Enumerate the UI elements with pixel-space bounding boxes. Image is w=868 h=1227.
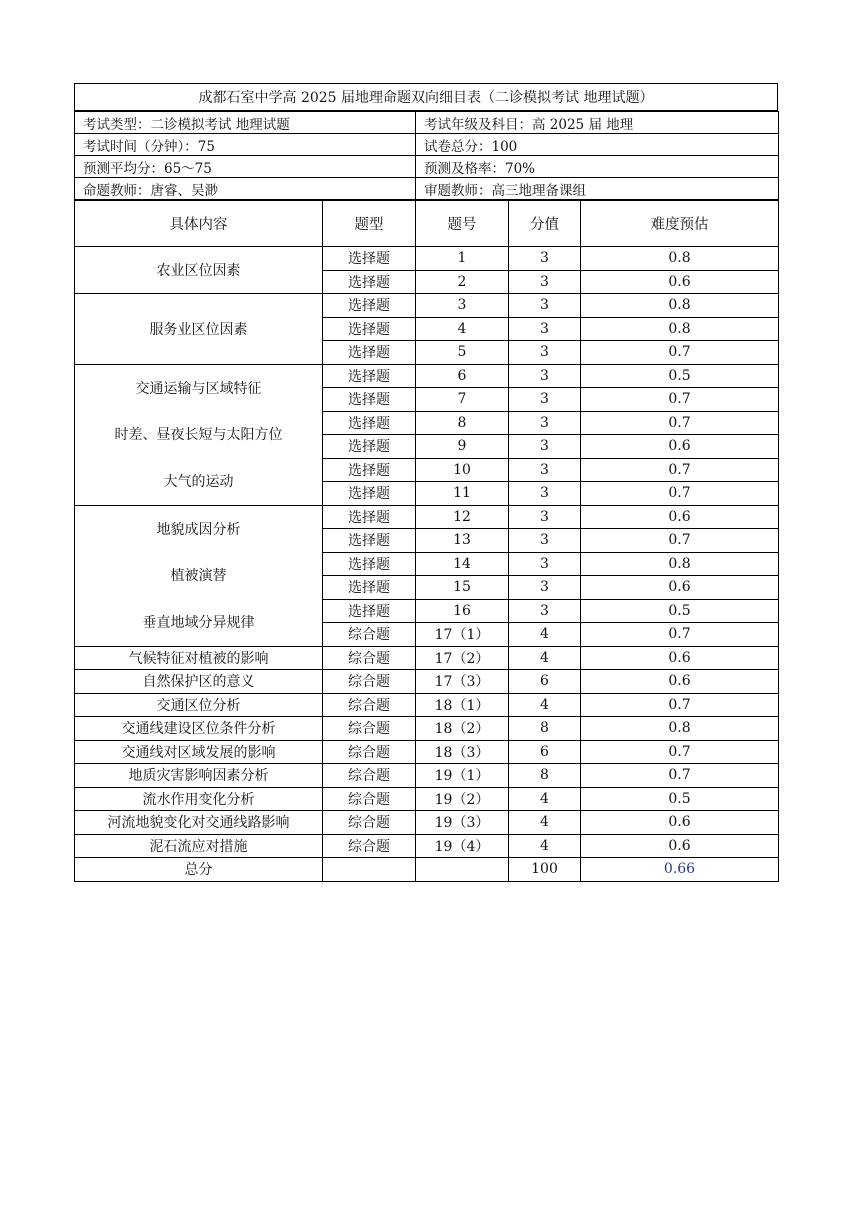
- topic-label: 交通运输与区域特征: [135, 381, 262, 398]
- question-score: 3: [509, 411, 581, 435]
- question-type: 综合题: [323, 764, 416, 788]
- difficulty-estimate: 0.6: [581, 270, 779, 294]
- difficulty-estimate: 0.7: [581, 764, 779, 788]
- question-number: 17（2）: [416, 646, 509, 670]
- difficulty-estimate: 0.8: [581, 317, 779, 341]
- difficulty-estimate: 0.6: [581, 646, 779, 670]
- table-row: [75, 294, 779, 318]
- question-score: 3: [509, 270, 581, 294]
- total-score: 试卷总分：100: [416, 134, 779, 156]
- question-number: 10: [416, 458, 509, 482]
- question-type: 选择题: [323, 411, 416, 435]
- info-row: [75, 178, 779, 200]
- question-number: 19（1）: [416, 764, 509, 788]
- question-type: 选择题: [323, 270, 416, 294]
- question-score: 6: [509, 740, 581, 764]
- question-score: 3: [509, 482, 581, 506]
- predicted-pass-rate: 预测及格率：70%: [416, 156, 779, 178]
- question-score: 4: [509, 811, 581, 835]
- topic-cell: 自然保护区的意义: [75, 670, 323, 694]
- difficulty-estimate: 0.5: [581, 787, 779, 811]
- exam-info-table: [74, 111, 779, 200]
- info-row: [75, 156, 779, 178]
- question-number: 19（2）: [416, 787, 509, 811]
- difficulty-estimate: 0.6: [581, 811, 779, 835]
- question-score: 3: [509, 294, 581, 318]
- question-number: 2: [416, 270, 509, 294]
- question-number: 16: [416, 599, 509, 623]
- header-row: [75, 201, 779, 247]
- info-row: [75, 134, 779, 156]
- topic-label: 地貌成因分析: [156, 522, 241, 539]
- difficulty-estimate: 0.7: [581, 341, 779, 365]
- difficulty-estimate: 0.8: [581, 717, 779, 741]
- question-number: 18（1）: [416, 693, 509, 717]
- difficulty-estimate: 0.7: [581, 623, 779, 647]
- topic-stack: [75, 506, 322, 645]
- total-type: [323, 858, 416, 882]
- question-type: 选择题: [323, 576, 416, 600]
- difficulty-estimate: 0.8: [581, 247, 779, 271]
- question-type: 选择题: [323, 294, 416, 318]
- exam-grade-subject: 考试年级及科目：高 2025 届 地理: [416, 112, 779, 134]
- question-score: 3: [509, 505, 581, 529]
- topic-cell: 泥石流应对措施: [75, 834, 323, 858]
- question-number: 7: [416, 388, 509, 412]
- table-row: [75, 693, 779, 717]
- table-row: [75, 764, 779, 788]
- question-type: 选择题: [323, 505, 416, 529]
- exam-duration: 考试时间（分钟）：75: [75, 134, 416, 156]
- difficulty-estimate: 0.8: [581, 552, 779, 576]
- question-number: 19（4）: [416, 834, 509, 858]
- difficulty-estimate: 0.7: [581, 693, 779, 717]
- topic-cell: 交通线对区域发展的影响: [75, 740, 323, 764]
- question-score: 3: [509, 364, 581, 388]
- question-number: 14: [416, 552, 509, 576]
- topic-label: 垂直地域分异规律: [142, 614, 255, 631]
- question-number: 8: [416, 411, 509, 435]
- table-row: [75, 247, 779, 271]
- question-score: 4: [509, 834, 581, 858]
- header-type: 题型: [323, 201, 416, 247]
- table-row: [75, 834, 779, 858]
- spec-sheet: [74, 83, 778, 882]
- table-row: [75, 646, 779, 670]
- question-number: 13: [416, 529, 509, 553]
- question-score: 8: [509, 764, 581, 788]
- total-row: [75, 858, 779, 882]
- question-number: 17（3）: [416, 670, 509, 694]
- topic-stack: [75, 365, 322, 504]
- question-type: 综合题: [323, 717, 416, 741]
- average-difficulty: 0.66: [581, 858, 779, 882]
- question-type: 选择题: [323, 435, 416, 459]
- grid-body: [75, 247, 779, 858]
- question-type: 综合题: [323, 740, 416, 764]
- question-number: 4: [416, 317, 509, 341]
- difficulty-estimate: 0.8: [581, 294, 779, 318]
- question-type: 选择题: [323, 341, 416, 365]
- question-number: 1: [416, 247, 509, 271]
- question-number: 17（1）: [416, 623, 509, 647]
- question-score: 3: [509, 458, 581, 482]
- question-score: 3: [509, 599, 581, 623]
- question-type: 选择题: [323, 482, 416, 506]
- header-difficulty: 难度预估: [581, 201, 779, 247]
- question-number: 6: [416, 364, 509, 388]
- table-row: [75, 787, 779, 811]
- difficulty-estimate: 0.7: [581, 740, 779, 764]
- question-score: 4: [509, 693, 581, 717]
- difficulty-estimate: 0.5: [581, 599, 779, 623]
- question-type: 选择题: [323, 458, 416, 482]
- predicted-average: 预测平均分：65～75: [75, 156, 416, 178]
- table-title: 成都石室中学高 2025 届地理命题双向细目表（二诊模拟考试 地理试题）: [74, 83, 778, 111]
- table-row: [75, 811, 779, 835]
- topic-label: 植被演替: [170, 568, 227, 585]
- question-type: 综合题: [323, 693, 416, 717]
- topic-cell: 河流地貌变化对交通线路影响: [75, 811, 323, 835]
- question-type: 选择题: [323, 529, 416, 553]
- topic-cell: [75, 364, 323, 505]
- question-score: 4: [509, 787, 581, 811]
- topic-cell: 服务业区位因素: [75, 294, 323, 365]
- question-number: 5: [416, 341, 509, 365]
- question-type: 综合题: [323, 623, 416, 647]
- question-number: 11: [416, 482, 509, 506]
- question-score: 3: [509, 341, 581, 365]
- question-type: 综合题: [323, 811, 416, 835]
- question-score: 4: [509, 623, 581, 647]
- question-score: 3: [509, 529, 581, 553]
- question-score: 6: [509, 670, 581, 694]
- question-number: 9: [416, 435, 509, 459]
- question-score: 4: [509, 646, 581, 670]
- topic-cell: 交通区位分析: [75, 693, 323, 717]
- total-number: [416, 858, 509, 882]
- question-type: 选择题: [323, 599, 416, 623]
- setter-teachers: 命题教师：唐睿、吴渺: [75, 178, 416, 200]
- question-score: 3: [509, 247, 581, 271]
- question-number: 12: [416, 505, 509, 529]
- topic-cell: 地质灾害影响因素分析: [75, 764, 323, 788]
- question-score: 3: [509, 317, 581, 341]
- difficulty-estimate: 0.7: [581, 411, 779, 435]
- table-row: [75, 364, 779, 388]
- difficulty-estimate: 0.7: [581, 388, 779, 412]
- difficulty-estimate: 0.6: [581, 435, 779, 459]
- question-score: 8: [509, 717, 581, 741]
- question-type: 综合题: [323, 646, 416, 670]
- topic-label: 时差、昼夜长短与太阳方位: [114, 427, 283, 444]
- exam-type: 考试类型：二诊模拟考试 地理试题: [75, 112, 416, 134]
- question-score: 3: [509, 388, 581, 412]
- question-type: 综合题: [323, 834, 416, 858]
- question-number: 18（3）: [416, 740, 509, 764]
- question-score: 3: [509, 552, 581, 576]
- header-content: 具体内容: [75, 201, 323, 247]
- table-row: [75, 505, 779, 529]
- total-label: 总分: [75, 858, 323, 882]
- question-number: 19（3）: [416, 811, 509, 835]
- topic-cell: [75, 505, 323, 646]
- reviewer-teachers: 审题教师：高三地理备课组: [416, 178, 779, 200]
- difficulty-estimate: 0.6: [581, 834, 779, 858]
- question-number: 15: [416, 576, 509, 600]
- question-score: 3: [509, 435, 581, 459]
- difficulty-estimate: 0.6: [581, 505, 779, 529]
- question-type: 选择题: [323, 247, 416, 271]
- header-score: 分值: [509, 201, 581, 247]
- difficulty-estimate: 0.7: [581, 529, 779, 553]
- question-type: 综合题: [323, 787, 416, 811]
- question-number: 3: [416, 294, 509, 318]
- question-number: 18（2）: [416, 717, 509, 741]
- header-number: 题号: [416, 201, 509, 247]
- topic-cell: 农业区位因素: [75, 247, 323, 294]
- total-score-value: 100: [509, 858, 581, 882]
- topic-cell: 气候特征对植被的影响: [75, 646, 323, 670]
- question-type: 选择题: [323, 364, 416, 388]
- question-spec-table: [74, 200, 779, 882]
- question-type: 综合题: [323, 670, 416, 694]
- difficulty-estimate: 0.6: [581, 576, 779, 600]
- question-type: 选择题: [323, 317, 416, 341]
- question-type: 选择题: [323, 552, 416, 576]
- question-score: 3: [509, 576, 581, 600]
- difficulty-estimate: 0.7: [581, 458, 779, 482]
- topic-cell: 交通线建设区位条件分析: [75, 717, 323, 741]
- table-row: [75, 717, 779, 741]
- question-type: 选择题: [323, 388, 416, 412]
- difficulty-estimate: 0.6: [581, 670, 779, 694]
- info-row: [75, 112, 779, 134]
- difficulty-estimate: 0.5: [581, 364, 779, 388]
- topic-label: 大气的运动: [163, 473, 234, 490]
- difficulty-estimate: 0.7: [581, 482, 779, 506]
- table-row: [75, 670, 779, 694]
- table-row: [75, 740, 779, 764]
- topic-cell: 流水作用变化分析: [75, 787, 323, 811]
